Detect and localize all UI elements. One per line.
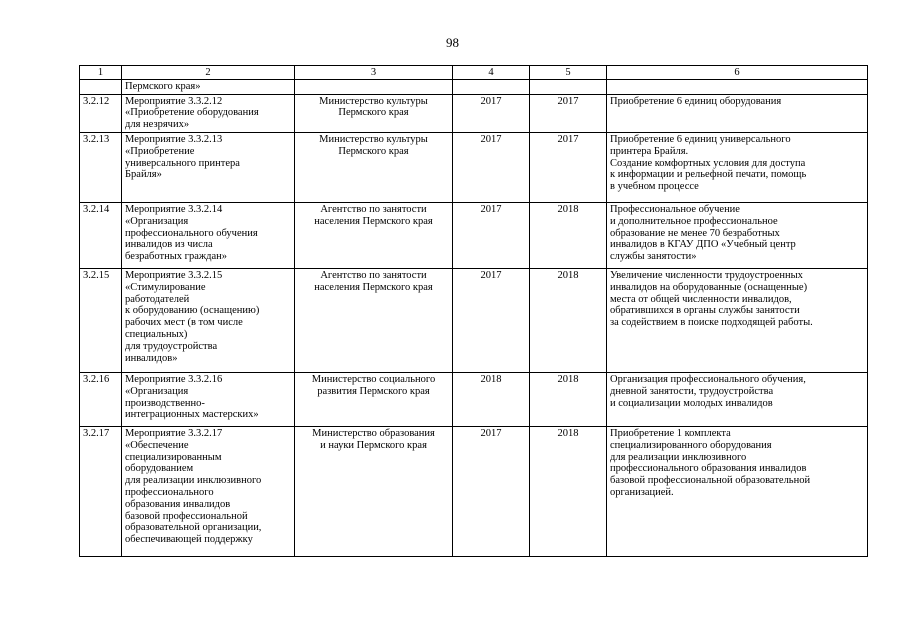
cell-result: Организация профессионального обучения, дневной занятости, трудоустройства и социализации молодых инвалидов <box>607 372 868 426</box>
cell-executor: Министерство социального развития Пермского края <box>295 372 453 426</box>
column-header: 1 <box>80 66 122 80</box>
cell-end-year: 2018 <box>530 426 607 556</box>
table-row <box>80 426 868 556</box>
column-header: 2 <box>122 66 295 80</box>
cell-number: 3.2.14 <box>80 202 122 268</box>
table-row <box>80 372 868 426</box>
cell-executor: Министерство культуры Пермского края <box>295 94 453 132</box>
cell-executor: Министерство культуры Пермского края <box>295 132 453 202</box>
column-header: 6 <box>607 66 868 80</box>
cell-result: Приобретение 1 комплекта специализированного оборудования для реализации инклюзивного профессионального образования инвалидов базовой профессиональной образовательной организацией. <box>607 426 868 556</box>
cell-start-year: 2017 <box>453 94 530 132</box>
cell-activity: Мероприятие 3.3.2.13 «Приобретение универсального принтера Брайля» <box>122 132 295 202</box>
cell-result: Увеличение численности трудоустроенных инвалидов на оборудованные (оснащенные) места от общей численности инвалидов, обратившихся в органы службы занятости за содействием в поиске подходящей работы. <box>607 268 868 372</box>
cell-end-year: 2017 <box>530 132 607 202</box>
cell-activity: Мероприятие 3.3.2.14 «Организация профессионального обучения инвалидов из числа безработных граждан» <box>122 202 295 268</box>
cell-number: 3.2.13 <box>80 132 122 202</box>
cell-start-year: 2017 <box>453 268 530 372</box>
cell-result <box>607 79 868 94</box>
table-row <box>80 132 868 202</box>
cell-number: 3.2.12 <box>80 94 122 132</box>
page-number: 98 <box>446 35 459 50</box>
cell-activity: Мероприятие 3.3.2.12 «Приобретение оборудования для незрячих» <box>122 94 295 132</box>
cell-activity: Мероприятие 3.3.2.17 «Обеспечение специализированным оборудованием для реализации инклюзивного профессионального образования инвалидов базовой профессиональной образовательной организации, обеспечивающей поддержку <box>122 426 295 556</box>
cell-end-year: 2018 <box>530 268 607 372</box>
activities-table <box>79 65 868 557</box>
cell-executor: Агентство по занятости населения Пермского края <box>295 268 453 372</box>
cell-number: 3.2.17 <box>80 426 122 556</box>
cell-activity: Мероприятие 3.3.2.15 «Стимулирование работодателей к оборудованию (оснащению) рабочих мест (в том числе специальных) для трудоустройства инвалидов» <box>122 268 295 372</box>
cell-executor <box>295 79 453 94</box>
table-row <box>80 202 868 268</box>
cell-end-year <box>530 79 607 94</box>
cell-number: 3.2.15 <box>80 268 122 372</box>
continuation-row <box>80 79 868 94</box>
cell-activity: Пермского края» <box>122 79 295 94</box>
cell-number <box>80 79 122 94</box>
cell-executor: Министерство образования и науки Пермского края <box>295 426 453 556</box>
cell-executor: Агентство по занятости населения Пермского края <box>295 202 453 268</box>
column-header: 5 <box>530 66 607 80</box>
cell-end-year: 2017 <box>530 94 607 132</box>
cell-start-year: 2017 <box>453 426 530 556</box>
cell-start-year <box>453 79 530 94</box>
cell-result: Приобретение 6 единиц универсального принтера Брайля. Создание комфортных условия для доступа к информации и рельефной печати, помощь в учебном процессе <box>607 132 868 202</box>
cell-start-year: 2017 <box>453 202 530 268</box>
table-row <box>80 268 868 372</box>
cell-activity: Мероприятие 3.3.2.16 «Организация производственно- интеграционных мастерских» <box>122 372 295 426</box>
cell-result: Профессиональное обучение и дополнительное профессиональное образование не менее 70 безработных инвалидов в КГАУ ДПО «Учебный центр службы занятости» <box>607 202 868 268</box>
table-header-row <box>80 66 868 80</box>
cell-end-year: 2018 <box>530 202 607 268</box>
cell-end-year: 2018 <box>530 372 607 426</box>
cell-start-year: 2018 <box>453 372 530 426</box>
table-row <box>80 94 868 132</box>
cell-result: Приобретение 6 единиц оборудования <box>607 94 868 132</box>
column-header: 4 <box>453 66 530 80</box>
cell-start-year: 2017 <box>453 132 530 202</box>
cell-number: 3.2.16 <box>80 372 122 426</box>
column-header: 3 <box>295 66 453 80</box>
